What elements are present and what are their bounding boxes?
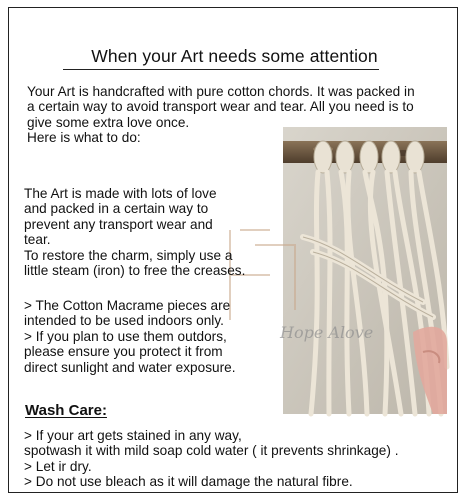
indoor-use-paragraph: > The Cotton Macrame pieces are intended to be used indoors only. > If you plan to use them outdors, please ensure you protect it from direct sunlight and water exposure. — [24, 298, 236, 375]
title-underline — [63, 69, 379, 70]
macrame-rope-photo-icon — [283, 127, 447, 414]
page-title: When your Art needs some attention — [91, 46, 378, 66]
watermark-text: Hope Alove — [280, 323, 374, 342]
wash-care-instructions: > If your art gets stained in any way, spotwash it with mild soap cold water ( it prevents shrinkage) . > Let ir dry. > Do not use bleach as it will damage the natural fibre. — [24, 428, 399, 490]
intro-paragraph: Your Art is handcrafted with pure cotton chords. It was packed in a certain way to avoid transport wear and tear. All you need is to give some extra love once. Here is what to do: — [27, 84, 415, 146]
love-paragraph: The Art is made with lots of love and packed in a certain way to prevent any transport wear and tear. To restore the charm, simply use a little steam (iron) to free the creases. — [24, 186, 246, 279]
macrame-photo — [283, 127, 447, 414]
wash-care-heading: Wash Care: — [25, 402, 107, 419]
